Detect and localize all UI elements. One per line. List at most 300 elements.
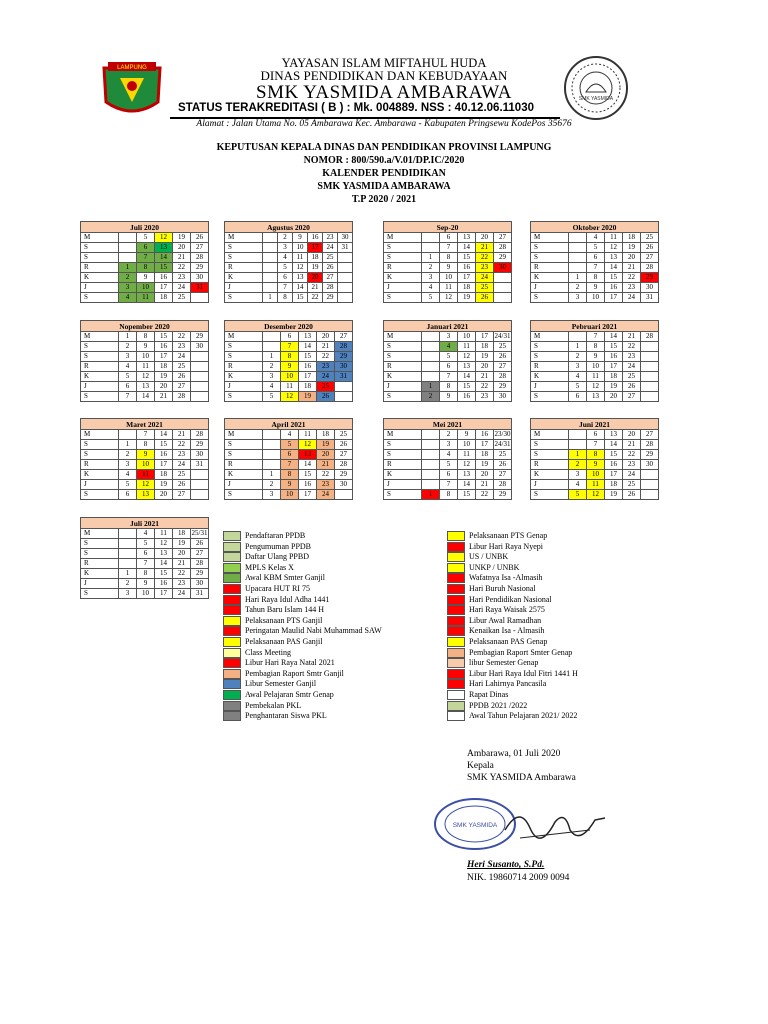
date-cell: 16 xyxy=(155,273,173,283)
date-cell: 7 xyxy=(137,430,155,440)
date-cell: 7 xyxy=(137,253,155,263)
day-letter: R xyxy=(384,362,422,372)
week-row xyxy=(384,342,512,352)
week-row xyxy=(225,490,353,500)
legend-swatch xyxy=(223,679,241,689)
date-cell: 10 xyxy=(137,589,155,599)
month-calendar xyxy=(224,418,353,500)
date-cell: 26 xyxy=(317,392,335,402)
legend-item xyxy=(223,679,443,689)
day-letter: M xyxy=(225,430,263,440)
date-cell: 18 xyxy=(155,293,173,303)
day-letter: S xyxy=(81,253,119,263)
date-cell: 6 xyxy=(278,273,293,283)
date-cell: 5 xyxy=(440,460,458,470)
day-letter: M xyxy=(384,430,422,440)
month-calendar xyxy=(224,221,353,303)
date-cell: 2 xyxy=(278,233,293,243)
legend-item xyxy=(447,658,667,668)
legend-label: Pendaftaran PPDB xyxy=(245,531,306,540)
legend-swatch xyxy=(447,637,465,647)
date-cell: 1 xyxy=(119,332,137,342)
date-cell: 28 xyxy=(191,430,209,440)
day-letter: M xyxy=(225,332,263,342)
day-letter: J xyxy=(81,579,119,589)
date-cell: 3 xyxy=(263,490,281,500)
date-cell: 16 xyxy=(308,233,323,243)
date-cell xyxy=(422,430,440,440)
date-cell: 12 xyxy=(155,233,173,243)
week-row xyxy=(225,273,353,283)
legend-item xyxy=(223,690,443,700)
legend-swatch xyxy=(223,531,241,541)
date-cell: 16 xyxy=(458,392,476,402)
legend-swatch xyxy=(447,679,465,689)
date-cell: 10 xyxy=(137,283,155,293)
legend-label: Peringatan Maulid Nabi Muhammad SAW xyxy=(245,626,382,636)
date-cell: 16 xyxy=(605,352,623,362)
legend-swatch xyxy=(447,626,465,636)
date-cell: 26 xyxy=(323,263,338,273)
date-cell: 10 xyxy=(137,352,155,362)
day-letter: S xyxy=(384,342,422,352)
date-cell: 13 xyxy=(293,273,308,283)
date-cell: 25 xyxy=(173,362,191,372)
date-cell xyxy=(422,440,440,450)
date-cell xyxy=(191,293,209,303)
date-cell: 29 xyxy=(494,253,512,263)
date-cell: 26 xyxy=(623,490,641,500)
month-calendar xyxy=(80,418,209,500)
week-row xyxy=(531,470,659,480)
week-row xyxy=(81,559,209,569)
date-cell xyxy=(338,293,353,303)
day-letter: M xyxy=(384,332,422,342)
date-cell: 22 xyxy=(173,569,191,579)
date-cell: 2 xyxy=(440,430,458,440)
week-row xyxy=(81,243,209,253)
date-cell: 4 xyxy=(569,480,587,490)
date-cell: 21 xyxy=(476,480,494,490)
day-letter: M xyxy=(531,430,569,440)
day-letter: K xyxy=(384,273,422,283)
date-cell: 7 xyxy=(137,559,155,569)
date-cell: 30 xyxy=(494,392,512,402)
date-cell: 7 xyxy=(278,283,293,293)
date-cell: 22 xyxy=(173,332,191,342)
date-cell: 22 xyxy=(623,273,641,283)
month-calendar xyxy=(383,221,512,303)
date-cell: 21 xyxy=(173,559,191,569)
day-letter: S xyxy=(81,450,119,460)
legend-swatch xyxy=(447,701,465,711)
week-row xyxy=(531,293,659,303)
date-cell: 19 xyxy=(458,293,476,303)
week-row xyxy=(384,490,512,500)
legend-item xyxy=(223,616,443,626)
date-cell: 19 xyxy=(173,539,191,549)
date-cell xyxy=(263,450,281,460)
date-cell: 7 xyxy=(587,263,605,273)
date-cell: 7 xyxy=(440,243,458,253)
legend-item xyxy=(447,573,667,583)
day-letter: J xyxy=(225,480,263,490)
date-cell: 1 xyxy=(263,293,278,303)
day-letter: R xyxy=(531,263,569,273)
week-row xyxy=(81,362,209,372)
academic-year: T.P 2020 / 2021 xyxy=(351,194,417,205)
date-cell: 28 xyxy=(173,392,191,402)
day-letter: J xyxy=(384,480,422,490)
legend-label: MPLS Kelas X xyxy=(245,562,294,572)
day-letter: S xyxy=(384,392,422,402)
date-cell: 23 xyxy=(476,392,494,402)
date-cell xyxy=(263,460,281,470)
date-cell: 9 xyxy=(281,480,299,490)
week-row xyxy=(225,382,353,392)
date-cell: 2 xyxy=(263,362,281,372)
date-cell xyxy=(335,392,353,402)
day-letter: S xyxy=(225,490,263,500)
date-cell: 4 xyxy=(281,430,299,440)
date-cell xyxy=(119,539,137,549)
day-letter: S xyxy=(531,440,569,450)
date-cell xyxy=(119,559,137,569)
date-cell: 30 xyxy=(191,342,209,352)
date-cell: 13 xyxy=(605,253,623,263)
day-letter: S xyxy=(81,352,119,362)
day-letter: M xyxy=(384,233,422,243)
date-cell: 21 xyxy=(308,283,323,293)
date-cell: 23 xyxy=(623,460,641,470)
date-cell: 5 xyxy=(278,263,293,273)
day-letter: S xyxy=(384,490,422,500)
date-cell: 13 xyxy=(155,549,173,559)
day-letter: R xyxy=(384,263,422,273)
date-cell: 2 xyxy=(119,342,137,352)
date-cell: 18 xyxy=(317,430,335,440)
legend-label: Libur Awal Ramadhan xyxy=(469,615,542,625)
date-cell: 9 xyxy=(587,283,605,293)
date-cell: 28 xyxy=(641,440,659,450)
legend-label: Pelaksanaan PTS Ganjil xyxy=(245,615,323,625)
day-letter: R xyxy=(81,263,119,273)
legend-item xyxy=(223,626,443,636)
week-row xyxy=(225,263,353,273)
date-cell: 22 xyxy=(623,342,641,352)
date-cell xyxy=(569,263,587,273)
week-row xyxy=(225,332,353,342)
date-cell: 17 xyxy=(155,460,173,470)
legend-swatch xyxy=(223,701,241,711)
date-cell: 2 xyxy=(263,480,281,490)
date-cell: 19 xyxy=(155,480,173,490)
day-letter: M xyxy=(81,529,119,539)
month-calendar xyxy=(80,221,209,303)
date-cell: 25 xyxy=(494,450,512,460)
legend-item xyxy=(447,690,667,700)
week-row xyxy=(384,372,512,382)
decree-title: KEPUTUSAN KEPALA DINAS DAN PENDIDIKAN PROVINSI LAMPUNG xyxy=(216,142,552,153)
date-cell xyxy=(338,283,353,293)
date-cell: 20 xyxy=(605,392,623,402)
date-cell: 24 xyxy=(623,293,641,303)
signature-scribble xyxy=(500,800,610,850)
legend-swatch xyxy=(447,595,465,605)
date-cell: 25/31 xyxy=(191,529,208,537)
week-row xyxy=(384,440,512,450)
week-row xyxy=(384,430,512,440)
month-header: Mei 2021 xyxy=(384,419,512,430)
date-cell: 14 xyxy=(458,372,476,382)
date-cell: 7 xyxy=(281,460,299,470)
day-letter: R xyxy=(384,460,422,470)
foundation-name: YAYASAN ISLAM MIFTAHUL HUDA xyxy=(281,56,487,70)
date-cell: 10 xyxy=(458,332,476,342)
day-letter: S xyxy=(225,440,263,450)
date-cell: 25 xyxy=(623,480,641,490)
week-row xyxy=(225,470,353,480)
week-row xyxy=(81,549,209,559)
date-cell: 9 xyxy=(293,233,308,243)
date-cell: 15 xyxy=(155,263,173,273)
day-letter: K xyxy=(225,372,263,382)
legend-swatch xyxy=(447,690,465,700)
day-letter: S xyxy=(81,440,119,450)
date-cell: 29 xyxy=(641,273,659,283)
month-calendar xyxy=(530,418,659,500)
date-cell: 22 xyxy=(308,293,323,303)
week-row xyxy=(225,283,353,293)
date-cell xyxy=(641,372,659,382)
legend-label: Hari Lahirnya Pancasila xyxy=(469,679,547,689)
date-cell: 1 xyxy=(569,342,587,352)
date-cell: 10 xyxy=(137,460,155,470)
month-calendar xyxy=(530,221,659,303)
date-cell xyxy=(422,480,440,490)
date-cell: 23 xyxy=(623,283,641,293)
week-row xyxy=(531,362,659,372)
date-cell xyxy=(641,490,659,500)
date-cell: 26 xyxy=(191,233,209,243)
date-cell: 3 xyxy=(422,273,440,283)
date-cell xyxy=(191,470,209,480)
day-letter: S xyxy=(225,450,263,460)
date-cell: 13 xyxy=(587,392,605,402)
date-cell: 28 xyxy=(335,460,353,470)
date-cell: 15 xyxy=(299,470,317,480)
date-cell: 14 xyxy=(299,460,317,470)
date-cell: 3 xyxy=(119,460,137,470)
legend-item xyxy=(223,595,443,605)
month-header: Nopember 2020 xyxy=(81,321,209,332)
date-cell xyxy=(191,490,209,500)
date-cell: 14 xyxy=(458,243,476,253)
date-cell: 14 xyxy=(293,283,308,293)
date-cell: 27 xyxy=(323,273,338,283)
day-letter: R xyxy=(225,263,263,273)
date-cell: 12 xyxy=(299,440,317,450)
legend-label: US / UNBK xyxy=(469,552,509,562)
day-letter: K xyxy=(225,273,263,283)
week-row xyxy=(384,382,512,392)
date-cell: 20 xyxy=(317,450,335,460)
date-cell: 27 xyxy=(494,470,512,480)
date-cell: 9 xyxy=(281,362,299,372)
week-row xyxy=(531,480,659,490)
date-cell: 5 xyxy=(137,233,155,243)
date-cell: 30 xyxy=(191,273,209,283)
date-cell: 28 xyxy=(323,283,338,293)
legend-item xyxy=(447,605,667,615)
date-cell: 5 xyxy=(281,440,299,450)
week-row xyxy=(384,233,512,243)
date-cell: 15 xyxy=(605,273,623,283)
date-cell: 6 xyxy=(440,362,458,372)
date-cell: 17 xyxy=(476,332,494,342)
date-cell: 16 xyxy=(155,450,173,460)
legend-item xyxy=(447,616,667,626)
date-cell: 1 xyxy=(422,490,440,500)
day-letter: K xyxy=(384,372,422,382)
legend-swatch xyxy=(447,658,465,668)
day-letter: S xyxy=(384,243,422,253)
date-cell: 18 xyxy=(476,450,494,460)
legend-label: Pembagian Raport Smter Genap xyxy=(469,647,573,657)
date-cell: 15 xyxy=(155,440,173,450)
date-cell: 18 xyxy=(155,470,173,480)
week-row xyxy=(384,362,512,372)
date-cell: 14 xyxy=(155,430,173,440)
date-cell: 18 xyxy=(155,362,173,372)
date-cell: 7 xyxy=(440,372,458,382)
date-cell: 11 xyxy=(440,283,458,293)
day-letter: K xyxy=(81,569,119,579)
date-cell: 30 xyxy=(494,263,512,273)
date-cell: 20 xyxy=(173,243,191,253)
day-letter: M xyxy=(81,332,119,342)
date-cell: 6 xyxy=(440,233,458,243)
week-row xyxy=(81,283,209,293)
date-cell: 13 xyxy=(458,470,476,480)
date-cell xyxy=(569,253,587,263)
date-cell: 10 xyxy=(440,273,458,283)
month-header: Juli 2020 xyxy=(81,222,209,233)
date-cell: 23 xyxy=(317,480,335,490)
date-cell: 4 xyxy=(119,293,137,303)
week-row xyxy=(81,293,209,303)
week-row xyxy=(531,490,659,500)
week-row xyxy=(531,263,659,273)
date-cell: 20 xyxy=(623,430,641,440)
legend-swatch xyxy=(447,542,465,552)
date-cell: 12 xyxy=(293,263,308,273)
date-cell: 15 xyxy=(458,253,476,263)
signature-institution: SMK YASMIDA Ambarawa xyxy=(467,773,576,783)
date-cell: 6 xyxy=(137,243,155,253)
day-letter: K xyxy=(531,372,569,382)
date-cell: 17 xyxy=(155,283,173,293)
date-cell: 23 xyxy=(317,362,335,372)
date-cell: 13 xyxy=(137,490,155,500)
day-letter: S xyxy=(384,450,422,460)
date-cell: 19 xyxy=(623,243,641,253)
week-row xyxy=(384,332,512,342)
date-cell: 8 xyxy=(440,490,458,500)
date-cell xyxy=(422,450,440,460)
date-cell: 31 xyxy=(191,283,209,293)
day-letter: S xyxy=(531,243,569,253)
legend-swatch xyxy=(447,563,465,573)
legend-label: PPDB 2021 /2022 xyxy=(469,700,528,710)
date-cell: 14 xyxy=(458,480,476,490)
date-cell: 14 xyxy=(605,263,623,273)
date-cell: 9 xyxy=(587,352,605,362)
date-cell: 13 xyxy=(605,430,623,440)
date-cell: 25 xyxy=(494,342,512,352)
date-cell: 1 xyxy=(263,352,281,362)
date-cell: 8 xyxy=(137,263,155,273)
date-cell: 20 xyxy=(155,490,173,500)
date-cell: 14 xyxy=(605,332,623,342)
date-cell: 13 xyxy=(137,382,155,392)
date-cell xyxy=(641,342,659,352)
legend-swatch xyxy=(223,552,241,562)
day-letter: R xyxy=(81,559,119,569)
decree-number: NOMOR : 800/590.a/V.01/DP.IC/2020 xyxy=(303,155,465,166)
date-cell: 26 xyxy=(494,460,512,470)
date-cell: 24/31 xyxy=(494,332,511,340)
date-cell: 23 xyxy=(173,273,191,283)
date-cell: 10 xyxy=(587,470,605,480)
week-row xyxy=(225,362,353,372)
date-cell: 2 xyxy=(569,460,587,470)
date-cell: 26 xyxy=(641,243,659,253)
date-cell: 3 xyxy=(440,332,458,342)
date-cell: 20 xyxy=(173,549,191,559)
day-letter: J xyxy=(225,283,263,293)
month-calendar xyxy=(80,320,209,402)
date-cell: 21 xyxy=(623,263,641,273)
legend-item xyxy=(223,701,443,711)
date-cell: 28 xyxy=(494,243,512,253)
month-header: Oktober 2020 xyxy=(531,222,659,233)
date-cell: 22 xyxy=(173,440,191,450)
date-cell xyxy=(191,382,209,392)
date-cell: 15 xyxy=(605,450,623,460)
legend-swatch xyxy=(447,616,465,626)
date-cell: 17 xyxy=(605,293,623,303)
date-cell: 4 xyxy=(263,382,281,392)
day-letter: J xyxy=(81,382,119,392)
date-cell: 22 xyxy=(476,490,494,500)
date-cell: 18 xyxy=(173,529,191,539)
date-cell xyxy=(422,243,440,253)
week-row xyxy=(384,293,512,303)
date-cell: 5 xyxy=(569,490,587,500)
date-cell: 3 xyxy=(569,362,587,372)
date-cell: 4 xyxy=(440,450,458,460)
day-letter: S xyxy=(225,342,263,352)
date-cell: 23/30 xyxy=(494,430,511,438)
date-cell: 27 xyxy=(191,549,209,559)
date-cell: 19 xyxy=(317,440,335,450)
date-cell: 27 xyxy=(494,362,512,372)
date-cell: 20 xyxy=(623,253,641,263)
legend-label: Libur Hari Raya Nyepi xyxy=(469,541,543,551)
legend-swatch xyxy=(223,648,241,658)
date-cell xyxy=(191,372,209,382)
